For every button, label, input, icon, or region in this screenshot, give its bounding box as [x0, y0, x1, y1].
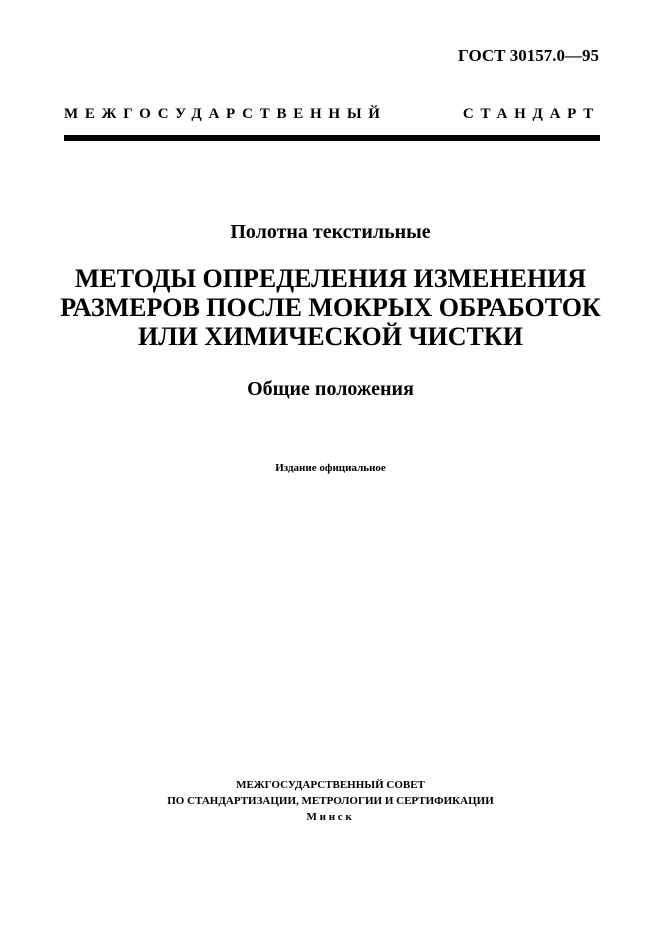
- publisher-city: Минск: [306, 811, 355, 823]
- document-subtitle: Общие положения: [247, 378, 414, 400]
- standard-code: ГОСТ 30157.0—95: [458, 46, 599, 65]
- standard-kind: МЕЖГОСУДАРСТВЕННЫЙ СТАНДАРТ: [64, 106, 600, 122]
- publisher-block: [0, 777, 661, 825]
- document-title: [0, 264, 661, 351]
- header-rule: [64, 135, 600, 141]
- title-line-2: РАЗМЕРОВ ПОСЛЕ МОКРЫХ ОБРАБОТОК: [60, 293, 601, 322]
- publisher-line-2: ПО СТАНДАРТИЗАЦИИ, МЕТРОЛОГИИ И СЕРТИФИКАЦИИ: [167, 795, 494, 807]
- publisher-line-1: МЕЖГОСУДАРСТВЕННЫЙ СОВЕТ: [236, 779, 425, 791]
- title-line-1: МЕТОДЫ ОПРЕДЕЛЕНИЯ ИЗМЕНЕНИЯ: [74, 264, 587, 293]
- edition-note: Издание официальное: [275, 462, 386, 474]
- product-group: Полотна текстильные: [230, 221, 431, 243]
- title-line-3: ИЛИ ХИМИЧЕСКОЙ ЧИСТКИ: [138, 322, 523, 351]
